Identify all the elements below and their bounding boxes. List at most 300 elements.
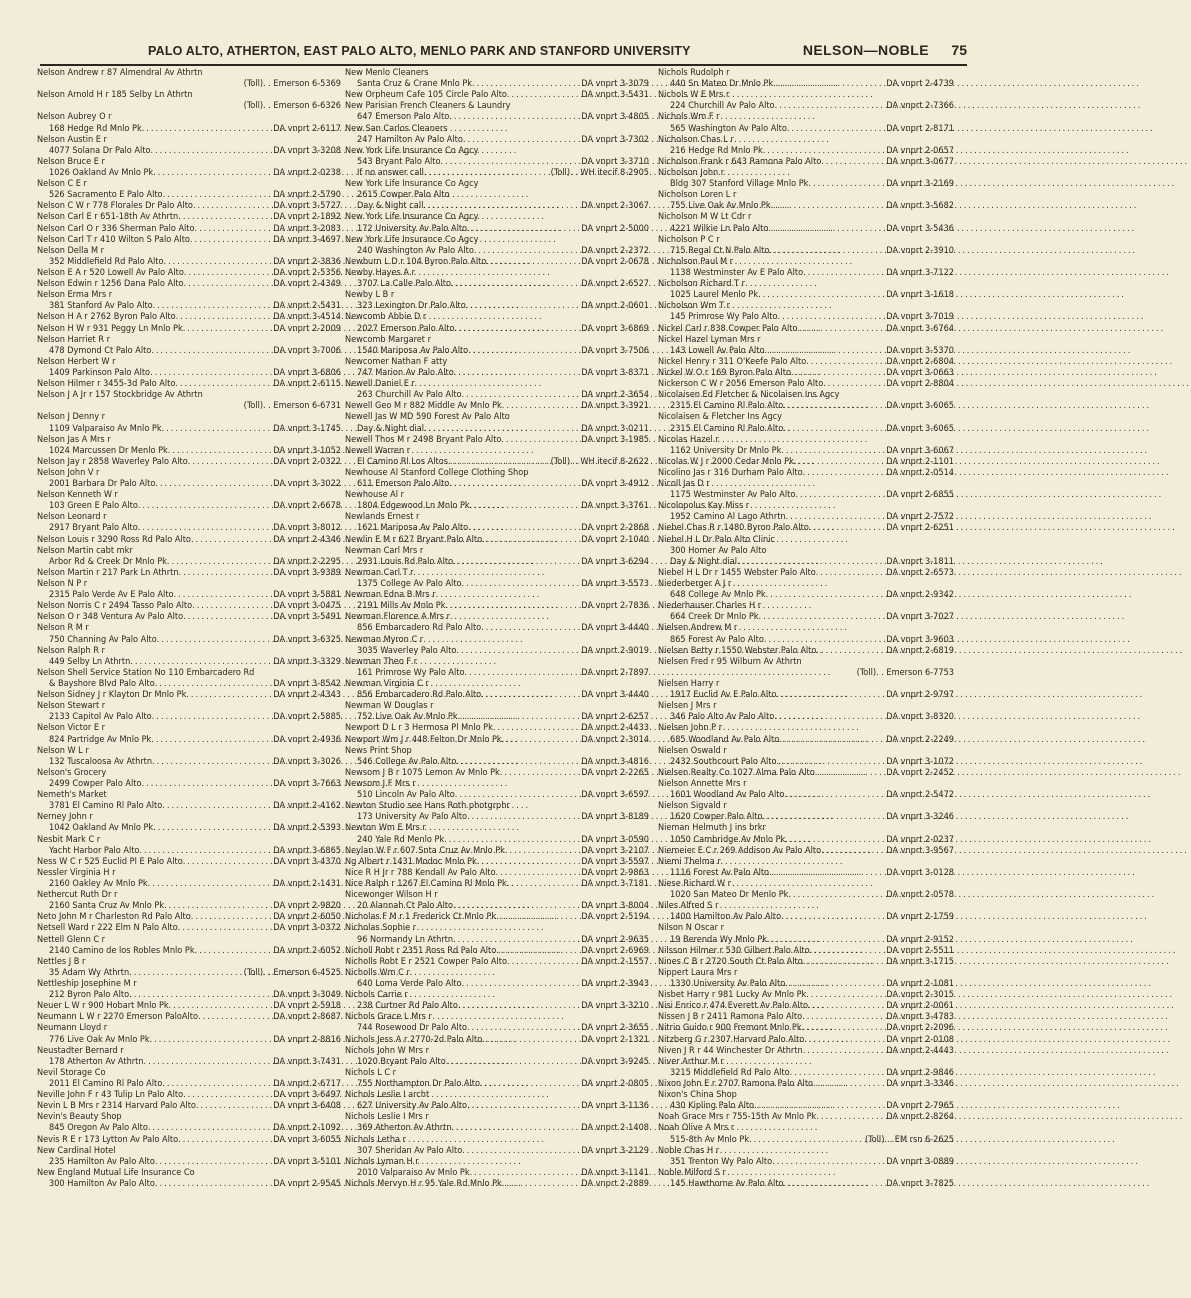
listing-text: 1952 Camino Al Lago Athrtn	[670, 512, 786, 523]
listing-line	[345, 501, 649, 512]
dot-leader	[767, 935, 884, 946]
listing-text: Newport D L r 3 Hermosa Pl Mnlo Pk	[345, 723, 493, 734]
phone-number: DA vnprt 2-4349	[273, 279, 341, 290]
listing-line	[37, 501, 341, 512]
listing-line	[37, 212, 341, 223]
listing-text: Newman Carl Mrs r	[345, 545, 424, 556]
phone-number: DA vnprt 2-1759	[886, 912, 954, 923]
listing-line	[37, 457, 341, 468]
phone-number: DA vnprt 3-3026	[273, 756, 341, 767]
phone-number: DA vnprt 2-0108	[886, 1034, 954, 1045]
listing-line	[345, 379, 649, 390]
dot-leader	[776, 690, 884, 701]
dot-leader	[178, 212, 271, 223]
listing-line	[658, 1035, 954, 1046]
listing-text: Niederhauser Charles H r	[658, 601, 762, 612]
listing-line	[37, 735, 341, 746]
listing-line	[658, 368, 954, 379]
listing-text: Nicholson P C r	[658, 234, 720, 245]
listing-line	[658, 457, 954, 468]
listing-line	[658, 1168, 954, 1179]
listing-line	[658, 1079, 954, 1090]
listing-text: 2432 Southcourt Palo Alto	[670, 756, 777, 767]
listing-line	[37, 601, 341, 612]
listing-text: 755 Northampton Dr Palo Alto	[357, 1078, 481, 1089]
listing-text: Niles Alfred S r	[658, 901, 719, 912]
listing-text: Nickel Hazel Lyman Mrs r	[658, 334, 761, 345]
listing-line	[345, 723, 649, 734]
listing-line	[658, 224, 954, 235]
listing-text: Nevis R E r 173 Lytton Av Palo Alto	[37, 1134, 179, 1145]
listing-line	[37, 290, 341, 301]
dot-leader	[759, 612, 885, 623]
phone-number: DA vnprt 3-5491	[273, 612, 341, 623]
listing-line	[37, 712, 341, 723]
dot-leader	[462, 579, 580, 590]
listing-text: 1024 Marcussen Dr Menlo Pk	[49, 445, 168, 456]
dot-leader	[803, 1046, 885, 1057]
listing-text: Noah Grace Mrs r 755-15th Av Mnlo Pk	[658, 1112, 817, 1123]
phone-number: DA vnprt 3-6764	[886, 323, 954, 334]
listing-text: 173 University Av Palo Alto	[357, 812, 468, 823]
listing-text: 235 Hamilton Av Palo Alto	[49, 1156, 155, 1167]
listing-text: Newell Geo M r 882 Middle Av Mnlo Pk	[345, 401, 502, 412]
listing-text: 856 Embarcadero Rd Palo Alto	[357, 623, 482, 634]
listing-line	[37, 246, 341, 257]
listing-line	[658, 146, 954, 157]
dot-leader	[445, 601, 579, 612]
listing-text: 2315 El Camino Rl Palo Alto	[670, 423, 784, 434]
listing-text: 640 Loma Verde Palo Alto	[357, 978, 462, 989]
listing-text: Niebel H L Dr Palo Alto Clinic	[658, 534, 776, 545]
listing-text: Nelson Carl E r 651-18th Av Athrtn	[37, 212, 179, 223]
phone-number: DA vnprt 3-3210	[581, 1001, 649, 1012]
listing-text: 776 Live Oak Av Mnlo Pk	[49, 1034, 150, 1045]
listing-line	[658, 168, 954, 179]
dot-leader	[129, 990, 271, 1001]
listing-line	[658, 590, 954, 601]
listing-text: Nielsen Andrew M r	[658, 623, 738, 634]
listing-text: Nielsen Betty r 1550 Webster Palo Alto	[658, 645, 817, 656]
dot-leader	[804, 1035, 884, 1046]
listing-text: 845 Oregon Av Palo Alto	[49, 1123, 148, 1134]
dot-leader	[784, 790, 884, 801]
phone-number: DA vnprt 2-6251	[886, 523, 954, 534]
listing-line	[345, 868, 649, 879]
phone-number: DA vnprt 3-4697	[273, 234, 341, 245]
listing-text: Nicholson Chas L r	[658, 134, 734, 145]
listing-line	[658, 646, 954, 657]
listing-line	[37, 812, 341, 823]
listing-text: 168 Hedge Rd Mnlo Pk	[49, 123, 142, 134]
listing-line	[37, 901, 341, 912]
listing-text: Nicholson John r	[658, 167, 725, 178]
phone-number: DA vnprt 3-0663	[886, 367, 954, 378]
phone-number: DA vnprt 2-5472	[886, 790, 954, 801]
dot-leader	[749, 1135, 863, 1146]
listing-text: Neuer L W r 900 Hobart Mnlo Pk	[37, 1001, 169, 1012]
phone-number: DA vnprt 3-3022	[273, 479, 341, 490]
listing-text: Nichols Grace L Mrs r	[345, 1012, 432, 1023]
phone-number: DA vnprt 2-7366	[886, 101, 954, 112]
listing-text: 1042 Oakland Av Mnlo Pk	[49, 823, 154, 834]
listing-line	[37, 912, 341, 923]
phone-number: DA vnprt 3-6067	[886, 445, 954, 456]
listing-text: Nelson Jay r 2858 Waverley Palo Alto	[37, 456, 188, 467]
listing-text: 2615 Cowper Palo Alto	[357, 190, 450, 201]
listing-text: Nisi Enrico r 474 Everett Av Palo Alto	[658, 1001, 809, 1012]
header-name-range: NELSON—NOBLE	[802, 42, 929, 58]
listing-text: 96 Normandy Ln Athrtn	[357, 934, 454, 945]
listing-line	[345, 823, 649, 834]
phone-number: DA vnprt 2-9019	[581, 645, 649, 656]
listing-text: Nettles J B r	[37, 956, 86, 967]
phone-number: DA vnprt 2-5431	[273, 301, 341, 312]
phone-number: DA vnprt 3-4805	[581, 112, 649, 123]
listing-line	[37, 90, 341, 101]
listing-text: Nicolino Jas r 316 Durham Palo Alto	[658, 467, 803, 478]
phone-number: DA vnprt 2-7572	[886, 512, 954, 523]
dot-leader	[786, 512, 885, 523]
dot-leader	[451, 279, 579, 290]
listing-text: 240 Washington Av Palo Alto	[357, 245, 474, 256]
listing-line	[658, 535, 954, 546]
listing-text: Nesbit Mark C r	[37, 834, 101, 845]
phone-number: DA vnprt 3-5727	[273, 201, 341, 212]
listing-line	[345, 579, 649, 590]
listing-text: Nicolas W J r 2000 Cedar Mnlo Pk	[658, 456, 794, 467]
dot-leader	[821, 157, 884, 168]
listing-line	[658, 835, 954, 846]
listing-text: 3035 Waverley Palo Alto	[357, 645, 457, 656]
listing-text: Noble Milford S r	[658, 1167, 726, 1178]
listing-line	[345, 957, 649, 968]
listing-line	[345, 679, 649, 690]
listing-text: 2315 El Camino Rl Palo Alto	[670, 401, 784, 412]
phone-number: (Toll). . EM rsn 6-2625	[865, 1134, 954, 1145]
listing-text: Niver Arthur M r	[658, 1056, 724, 1067]
listing-text: Nelson Victor E r	[37, 723, 105, 734]
listing-text: 1026 Oakland Av Mnlo Pk	[49, 167, 154, 178]
directory-column-1	[37, 68, 341, 1283]
dot-leader	[441, 157, 580, 168]
dot-leader	[162, 801, 271, 812]
listing-text: 247 Hamilton Av Palo Alto	[357, 134, 463, 145]
phone-number: DA vnprt 2-5194	[581, 912, 649, 923]
phone-number: DA vnprt 3-6408	[273, 1101, 341, 1112]
phone-number: (Toll). . WH itecif 8-2905	[550, 167, 649, 178]
phone-number: DA vnprt 3-5370	[886, 345, 954, 356]
listing-text: Newman W Douglas r	[345, 701, 434, 712]
listing-line	[37, 657, 341, 668]
phone-number: DA vnprt 3-6055	[273, 1134, 341, 1145]
listing-line	[658, 779, 954, 790]
listing-text: 1175 Westminster Av Palo Alto	[670, 490, 796, 501]
listing-line	[37, 668, 341, 679]
listing-text: Nelson Norris C r 2494 Tasso Palo Alto	[37, 601, 193, 612]
listing-text: (Toll). . Emerson 6-6731	[243, 401, 341, 412]
listing-line	[345, 835, 649, 846]
phone-number: DA vnprt 3-6597	[581, 790, 649, 801]
listing-line	[658, 157, 954, 168]
listing-text: 300 Homer Av Palo Alto	[670, 545, 767, 556]
listing-line	[37, 257, 341, 268]
phone-number: DA vnprt 2-6969	[581, 945, 649, 956]
listing-text: Nelson Kenneth W r	[37, 490, 118, 501]
phone-number: DA vnprt 2-9797	[886, 690, 954, 701]
listing-text: 1400 Hamilton Av Palo Alto	[670, 912, 782, 923]
listing-text: Nichols Rudolph r	[658, 68, 730, 78]
listing-line	[345, 357, 649, 368]
listing-line	[658, 435, 954, 446]
phone-number: DA vnprt 2-6527	[581, 279, 649, 290]
dot-leader	[816, 568, 884, 579]
listing-line	[658, 257, 954, 268]
phone-number: DA vnprt 3-6325	[273, 634, 341, 645]
dot-leader	[155, 679, 272, 690]
listing-text: Nicewonger Wilson H r	[345, 890, 438, 901]
phone-number: DA vnprt 3-0889	[886, 1156, 954, 1167]
dot-leader	[477, 857, 580, 868]
dot-leader	[785, 979, 884, 990]
phone-number: DA vnprt 3-0677	[886, 156, 954, 167]
listing-line	[345, 157, 649, 168]
listing-text: Nickel Henry r 311 O'Keefe Palo Alto	[658, 356, 807, 367]
listing-line	[345, 635, 649, 646]
listing-line	[658, 412, 954, 423]
listing-line	[345, 212, 649, 223]
phone-number: DA vnprt 2-2265	[581, 767, 649, 778]
listing-text: 1540 Mariposa Av Palo Alto	[357, 345, 469, 356]
listing-text: 381 Stanford Av Palo Alto	[49, 301, 153, 312]
listing-line	[345, 301, 649, 312]
listing-line	[37, 646, 341, 657]
listing-text: Newcomb Margaret r	[345, 334, 431, 345]
phone-number: DA vnprt 2-4343	[273, 690, 341, 701]
listing-line	[37, 346, 341, 357]
listing-line	[37, 568, 341, 579]
page-header	[40, 42, 967, 66]
listing-text: 1375 College Av Palo Alto	[357, 579, 462, 590]
dot-leader	[783, 424, 884, 435]
listing-text: Nelson Austin E r	[37, 134, 107, 145]
listing-text: Nichols L C r	[345, 1067, 397, 1078]
listing-line	[37, 857, 341, 868]
listing-text: Nicholls Wm C r	[345, 967, 410, 978]
dot-leader	[163, 257, 271, 268]
dot-leader	[466, 301, 580, 312]
listing-line	[345, 201, 649, 212]
listing-line	[658, 890, 954, 901]
phone-number: DA vnprt 2-9545	[273, 1178, 341, 1189]
listing-text: 300 Hamilton Av Palo Alto	[49, 1178, 155, 1189]
listing-text: 2315 Palo Verde Av E Palo Alto	[49, 590, 174, 601]
listing-text: Nelson O r 348 Ventura Av Palo Alto	[37, 612, 184, 623]
dot-leader	[781, 912, 884, 923]
listing-line	[37, 923, 341, 934]
phone-number: DA vnprt 2-1081	[886, 978, 954, 989]
listing-text: Newman Edna B Mrs r	[345, 590, 436, 601]
listing-text: 856 Embarcadero Rd Palo Alto	[357, 690, 482, 701]
phone-number: DA vnprt 2-1101	[886, 456, 954, 467]
phone-number: DA vnprt 3-1072	[886, 756, 954, 767]
listing-text: Newhouse Al Stanford College Clothing Shop	[345, 467, 529, 478]
listing-text: 685 Woodland Av Palo Alto	[670, 734, 780, 745]
listing-line	[37, 557, 341, 568]
phone-number: DA vnprt 2-5511	[886, 945, 954, 956]
phone-number: DA vnprt 3-0590	[581, 834, 649, 845]
listing-line	[658, 546, 954, 557]
listing-text: 755 Live Oak Av Mnlo Pk	[670, 201, 771, 212]
dot-leader	[468, 523, 579, 534]
phone-number: DA vnprt 2-2295	[273, 556, 341, 567]
phone-number: DA vnprt 3-1618	[886, 290, 954, 301]
dot-leader	[773, 79, 884, 90]
phone-number: DA vnprt 2-5356	[273, 267, 341, 278]
dot-leader	[424, 424, 579, 435]
listing-line	[345, 79, 649, 90]
listing-line	[658, 1179, 954, 1190]
listing-line	[658, 190, 954, 201]
listing-line	[345, 1135, 649, 1146]
listing-line	[345, 1090, 649, 1101]
phone-number: DA vnprt 2-4443	[886, 1045, 954, 1056]
phone-number: DA vnprt 3-1811	[886, 556, 954, 567]
phone-number: DA vnprt 3-8320	[886, 712, 954, 723]
listing-line	[658, 446, 954, 457]
listing-text: 1138 Westminster Av E Palo Alto	[670, 267, 804, 278]
listing-text: Nelson Shell Service Station No 110 Embarcadero Rd	[37, 667, 255, 678]
dot-leader	[183, 324, 272, 335]
dot-leader	[175, 379, 271, 390]
phone-number: DA vnprt 2-0601	[581, 301, 649, 312]
listing-text: Nickel W O r 169 Byron Palo Alto	[658, 367, 791, 378]
listing-text: New San Carlos Cleaners	[345, 123, 448, 134]
phone-number: DA vnprt 3-3710	[581, 156, 649, 167]
listing-text: 2499 Cowper Palo Alto	[49, 779, 142, 789]
listing-line	[345, 446, 649, 457]
dot-leader	[162, 424, 272, 435]
phone-number: DA vnprt 3-3049	[273, 990, 341, 1001]
listing-text: Niemeier E C r 269 Addison Av Palo Alto	[658, 845, 822, 856]
listing-line	[37, 623, 341, 634]
dot-leader	[153, 168, 271, 179]
listing-text: Day & Night dial	[357, 423, 425, 434]
dot-leader	[507, 879, 580, 890]
listing-text: 664 Creek Dr Mnlo Pk	[670, 612, 759, 623]
listing-text: 323 Lexington Dr Palo Alto	[357, 301, 466, 312]
phone-number: DA vnprt 3-3761	[581, 501, 649, 512]
dot-leader	[816, 1112, 884, 1123]
listing-text: Nelson Carl O r 336 Sherman Palo Alto	[37, 223, 195, 234]
listing-line	[658, 912, 954, 923]
listing-text: Nichols W E Mrs r	[658, 90, 730, 101]
listing-text: Nelson Andrew r 87 Almendral Av Athrtn	[37, 68, 203, 78]
listing-text: New Menlo Cleaners	[345, 68, 429, 78]
phone-number: DA vnprt 2-0237	[886, 834, 954, 845]
dot-leader	[783, 401, 884, 412]
dot-leader	[803, 468, 885, 479]
listing-text: 715 Regal Ct N Palo Alto	[670, 245, 770, 256]
listing-text: New England Mutual Life Insurance Co	[37, 1167, 195, 1178]
listing-text: Nines C B r 2720 South Ct Palo Alto	[658, 956, 803, 967]
listing-line	[345, 812, 649, 823]
dot-leader	[480, 1079, 579, 1090]
phone-number: DA vnprt 3-6065	[886, 401, 954, 412]
listing-line	[37, 157, 341, 168]
listing-text: 510 Lincoln Av Palo Alto	[357, 790, 455, 801]
phone-number: DA vnprt 2-8264	[886, 1112, 954, 1123]
listing-line	[37, 535, 341, 546]
listing-line	[37, 424, 341, 435]
listing-text: Nelson Jas A Mrs r	[37, 434, 111, 445]
listing-line	[345, 690, 649, 701]
dot-leader	[454, 368, 580, 379]
listing-line	[658, 735, 954, 746]
listing-line	[658, 468, 954, 479]
dot-leader	[467, 1023, 579, 1034]
listing-line	[345, 368, 649, 379]
listing-text: Nichols Carrie r	[345, 990, 408, 1001]
phone-number: DA vnprt 2-1408	[581, 1123, 649, 1134]
phone-number: DA vnprt 3-8189	[581, 812, 649, 823]
phone-number: DA vnprt 3-2169	[886, 179, 954, 190]
dot-leader	[507, 90, 579, 101]
listing-text: Nichols Leslie I archt	[345, 1090, 430, 1101]
phone-number: DA vnprt 2-5918	[273, 1001, 341, 1012]
listing-text: 238 Curtner Rd Palo Alto	[357, 1001, 458, 1012]
listing-text: Newell Warren r	[345, 445, 411, 456]
phone-number: DA vnprt 3-7302	[581, 134, 649, 145]
listing-line	[345, 923, 649, 934]
phone-number: DA vnprt 3-3208	[273, 145, 341, 156]
listing-line	[37, 335, 341, 346]
dot-leader	[456, 757, 579, 768]
phone-number: DA vnprt 2-3943	[581, 978, 649, 989]
listing-line	[658, 1001, 954, 1012]
listing-text: Nelson J Denny r	[37, 412, 105, 423]
phone-number: DA vnprt 2-0514	[886, 467, 954, 478]
phone-number: DA vnprt 3-4783	[886, 1012, 954, 1023]
listing-text: Nevin's Beauty Shop	[37, 1112, 122, 1123]
listing-line	[37, 68, 341, 79]
listing-text: Nissen J B r 2411 Ramona Palo Alto	[658, 1012, 803, 1023]
listing-text: Nicholson Loren L r	[658, 190, 737, 201]
dot-leader	[785, 835, 884, 846]
listing-line	[37, 279, 341, 290]
listing-text: Nicholson Paul M r	[658, 256, 734, 267]
listing-line	[345, 768, 649, 779]
phone-number: DA vnprt 3-2083	[273, 223, 341, 234]
listing-text: 526 Sacramento E Palo Alto	[49, 190, 163, 201]
dot-leader	[174, 590, 272, 601]
listing-text: Nice Ralph r 1267 El Camino Rl Mnlo Pk	[345, 878, 507, 889]
listing-line	[658, 357, 954, 368]
listing-text: 1162 University Dr Mnlo Pk	[670, 445, 782, 456]
dot-leader	[444, 835, 579, 846]
listing-line	[345, 979, 649, 990]
listing-text: New York Life Insurance Co Agcy	[345, 145, 479, 156]
listing-line	[658, 335, 954, 346]
dot-leader	[467, 224, 579, 235]
dot-leader	[150, 368, 271, 379]
dot-leader	[764, 635, 884, 646]
phone-number: DA vnprt 2-4162	[273, 801, 341, 812]
listing-line	[658, 390, 954, 401]
listing-line	[658, 1023, 954, 1034]
listing-line	[658, 668, 954, 679]
listing-text: Neto John M r Charleston Rd Palo Alto	[37, 912, 191, 923]
